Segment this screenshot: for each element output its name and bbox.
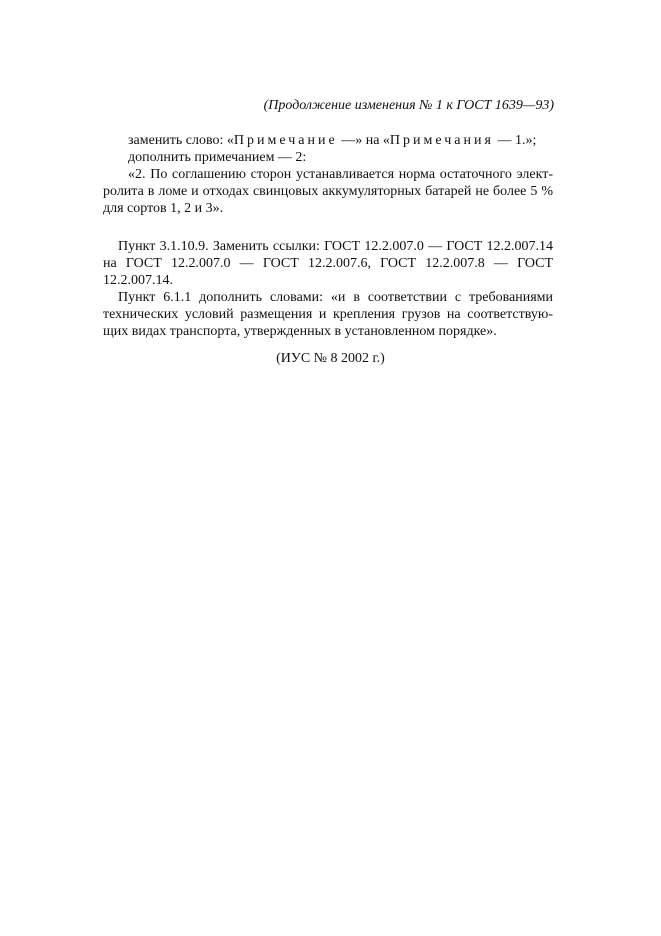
note-text-line-3: для сортов 1, 2 и 3». (103, 201, 224, 216)
clause-3-1-10-9-line-3: 12.2.007.14. (103, 273, 173, 288)
note-text-line-2: ролита в ломе и отходах свинцовых аккумуляторных батарей не более 5 % (103, 184, 553, 199)
add-note-line: дополнить примечанием — 2: (128, 150, 307, 165)
continuation-header: (Продолжение изменения № 1 к ГОСТ 1639—93) (263, 98, 554, 113)
replace-mid: —» на « (337, 133, 390, 148)
clause-6-1-1-line-1: Пункт 6.1.1 дополнить словами: «и в соответствии с требованиями (118, 290, 553, 305)
replace-prefix: заменить слово: « (128, 133, 234, 148)
word-primechanie: Примечание (233, 133, 338, 148)
replace-word-line (128, 132, 536, 149)
replace-suffix: — 1.»; (493, 133, 537, 148)
word-primechaniya: Примечания (389, 133, 494, 148)
clause-6-1-1-line-3: щих видах транспорта, утвержденных в установленном порядке». (103, 324, 497, 339)
note-text-line-1: «2. По соглашению сторон устанавливается норма остаточного элект- (128, 167, 553, 182)
clause-3-1-10-9-line-1: Пункт 3.1.10.9. Заменить ссылки: ГОСТ 12.2.007.0 — ГОСТ 12.2.007.14 (118, 239, 553, 254)
ius-footer: (ИУС № 8 2002 г.) (276, 351, 385, 366)
clause-3-1-10-9-line-2: на ГОСТ 12.2.007.0 — ГОСТ 12.2.007.6, ГОСТ 12.2.007.8 — ГОСТ (103, 256, 553, 271)
clause-6-1-1-line-2: технических условий размещения и крепления грузов на соответствую- (103, 307, 553, 322)
